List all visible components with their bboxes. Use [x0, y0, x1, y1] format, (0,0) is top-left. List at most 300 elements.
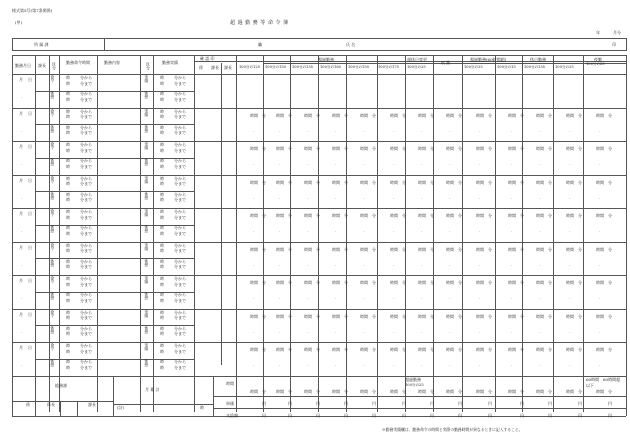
footer-minutes-unit: 分 — [608, 388, 612, 394]
rule — [104, 38, 105, 50]
minutes-unit: 分 — [344, 313, 348, 319]
dash-label: - — [511, 195, 513, 201]
hours-unit: 時間 — [418, 179, 426, 185]
dash-label: - — [599, 162, 601, 167]
hour-unit: 時 — [66, 364, 70, 370]
footer-minutes-unit: 分 — [488, 388, 492, 394]
hour-unit: 時 — [160, 147, 164, 153]
hours-unit: 時間 — [390, 112, 398, 118]
minutes-unit: 分 — [548, 347, 552, 352]
minutes-unit: 分 — [578, 112, 582, 118]
dash-label: - — [449, 128, 451, 134]
order-label: 命令 — [50, 343, 56, 351]
dash-label: - — [21, 262, 23, 268]
footer-confirm-label: 総務課 — [55, 382, 67, 388]
hour-unit: 時 — [160, 114, 164, 119]
dash-label: - — [363, 296, 365, 301]
hour-unit: 時 — [160, 197, 164, 202]
month-label: 月 — [19, 110, 23, 116]
sub-row-divider — [49, 325, 153, 326]
dash-label: - — [393, 329, 395, 335]
minutes-unit: 分 — [372, 179, 376, 185]
dash-label: - — [335, 128, 337, 134]
minutes-unit: 分 — [316, 146, 320, 151]
rule — [213, 396, 626, 397]
sub-row-divider — [49, 158, 153, 159]
rest2-label: 休憩 — [144, 124, 150, 133]
hour-unit: 時 — [66, 343, 70, 348]
minute-unit: 分まで — [80, 315, 92, 320]
minute-unit: 分まで — [174, 114, 186, 119]
minute-unit: 分から — [174, 75, 186, 80]
order-label: 命令 — [50, 242, 56, 251]
dash-label: - — [479, 195, 481, 201]
hours-unit: 時間 — [304, 280, 312, 285]
col-divider — [583, 55, 584, 412]
hour-unit: 時 — [160, 158, 164, 163]
minutes-unit: 分 — [548, 313, 552, 319]
dash-label: - — [539, 195, 541, 201]
dash-label: - — [363, 128, 365, 134]
order-label: 命令 — [50, 75, 56, 83]
hour-unit: 時 — [66, 142, 70, 147]
hours-unit: 時間 — [276, 112, 284, 118]
footer-minutes-unit: 分 — [402, 388, 406, 394]
col-conf-sub1: 係 — [199, 65, 203, 70]
col-date: 勤務月日 — [15, 63, 31, 68]
col-rest-rate-0: 100分の135 — [524, 65, 545, 69]
rest2-label: 休憩 — [144, 191, 150, 200]
footer-minutes-unit: 分 — [578, 388, 582, 394]
minutes-unit: 分 — [344, 112, 348, 118]
minute-unit: 分から — [80, 91, 92, 96]
footer-yen: 円 — [372, 412, 376, 418]
dash-label: - — [599, 128, 601, 134]
day-label: 日 — [28, 311, 32, 317]
minutes-unit: 分 — [316, 347, 320, 352]
dash-label: - — [307, 162, 309, 167]
hours-unit: 時間 — [508, 213, 516, 218]
minutes-unit: 分 — [458, 280, 462, 285]
footer-hours-unit: 時間 — [508, 388, 516, 394]
dept-label: 所 属 課 — [34, 42, 49, 47]
hour-unit: 時 — [160, 359, 164, 364]
hours-unit: 時間 — [536, 313, 544, 319]
rest-label: 休憩 — [50, 124, 56, 133]
footer-note: ※勤務実績欄は、勤務命令の時間と実際の勤務時間が異なるときに記入すること。 — [382, 426, 523, 432]
minutes-unit: 分 — [458, 146, 462, 151]
dash-label: - — [253, 162, 255, 167]
dash-label: - — [307, 363, 309, 368]
dash-label: - — [539, 329, 541, 335]
minute-unit: 分まで — [80, 114, 92, 119]
minutes-unit: 分 — [344, 146, 348, 151]
dash-label: - — [393, 363, 395, 368]
footer-yen: 円 — [288, 412, 292, 418]
dash-label: - — [21, 296, 23, 301]
minute-unit: 分まで — [174, 331, 186, 336]
rule — [60, 401, 61, 417]
dash-label: - — [539, 229, 541, 234]
rest2-label: 休憩 — [144, 158, 150, 166]
dash-label: - — [393, 128, 395, 134]
minutes-unit: 分 — [488, 347, 492, 352]
hours-unit: 時間 — [476, 347, 484, 352]
ot-rate-1: 100分の150 — [265, 65, 286, 69]
minute-unit: 分から — [174, 242, 186, 248]
hours-unit: 時間 — [418, 213, 426, 218]
minutes-unit: 分 — [578, 280, 582, 285]
dash-label: - — [253, 128, 255, 134]
dash-label: - — [479, 363, 481, 368]
hours-unit: 時間 — [390, 146, 398, 151]
rule — [77, 401, 78, 417]
minutes-unit: 分 — [316, 179, 320, 185]
dash-label: - — [307, 262, 309, 268]
hours-unit: 時間 — [332, 313, 340, 319]
hour-unit: 時 — [160, 142, 164, 147]
minute-unit: 分まで — [80, 181, 92, 186]
hour-unit: 時 — [160, 108, 164, 114]
col-divider — [522, 55, 523, 412]
minutes-unit: 分 — [578, 246, 582, 252]
minute-unit: 分まで — [174, 297, 186, 303]
dash-label: - — [539, 128, 541, 134]
form-title: 超 過 勤 務 等 命 令 簿 — [230, 20, 289, 26]
day-label: 日 — [28, 110, 32, 116]
rest2-label: 休憩 — [144, 91, 150, 99]
day-block-divider — [12, 309, 626, 310]
col-holiday-rate: 100分の25 — [407, 65, 426, 69]
dash-label: - — [21, 195, 23, 201]
hour-unit: 時 — [160, 209, 164, 214]
actual-label: 実績 — [144, 309, 150, 318]
minutes-unit: 分 — [548, 213, 552, 218]
hours-unit: 時間 — [360, 146, 368, 151]
hour-unit: 時 — [160, 225, 164, 230]
footer-row-amount: 支給額 — [226, 412, 238, 418]
minutes-unit: 分 — [488, 313, 492, 319]
dash-label: - — [363, 363, 365, 368]
rest-label: 休憩 — [50, 191, 56, 200]
footer-hours-unit: 時間 — [390, 388, 398, 394]
minute-unit: 分から — [174, 325, 186, 331]
minute-unit: 分まで — [174, 248, 186, 253]
minute-unit: 分まで — [80, 197, 92, 202]
minute-unit: 分まで — [80, 297, 92, 303]
footer-yen: 円 — [608, 400, 612, 406]
dash-label: - — [569, 195, 571, 201]
minutes-unit: 分 — [458, 313, 462, 319]
rule — [213, 408, 626, 409]
dash-label: - — [421, 329, 423, 335]
hour-unit: 時 — [160, 191, 164, 197]
dash-label: - — [569, 329, 571, 335]
hour-unit: 時 — [66, 181, 70, 186]
dash-label: - — [21, 162, 23, 167]
info-left — [12, 38, 13, 50]
hours-unit: 時間 — [276, 146, 284, 151]
dash-label: - — [421, 363, 423, 368]
sub-row-divider — [49, 191, 153, 192]
dash-label: - — [279, 363, 281, 368]
order-label: 命令 — [50, 276, 56, 284]
rest-label: 休憩 — [50, 225, 56, 233]
header-bottom — [12, 74, 626, 75]
col-night: 夜 勤 — [441, 60, 451, 65]
hours-unit: 時間 — [508, 246, 516, 252]
footer-yen: 円 — [458, 400, 462, 406]
minutes-unit: 分 — [402, 313, 406, 319]
hours-unit: 時間 — [360, 246, 368, 252]
dash-label: - — [479, 329, 481, 335]
footer-minutes-unit: 分 — [458, 388, 462, 394]
dash-label: - — [253, 329, 255, 335]
hours-unit: 時間 — [250, 246, 258, 252]
minute-unit: 分から — [80, 209, 92, 214]
minute-unit: 分から — [174, 108, 186, 114]
rest-label: 休憩 — [50, 292, 56, 300]
minutes-unit: 分 — [520, 179, 524, 185]
minute-unit: 分から — [174, 276, 186, 281]
month-label: 月 — [19, 211, 23, 216]
hour-unit: 時 — [160, 130, 164, 135]
hour-unit: 時 — [66, 209, 70, 214]
hour-unit: 時 — [160, 258, 164, 264]
minutes-unit: 分 — [488, 246, 492, 252]
day-block-divider — [12, 175, 626, 176]
month-label: 月 — [19, 144, 23, 149]
minute-unit: 分から — [174, 191, 186, 197]
footer-hours-unit: 時間 — [250, 388, 258, 394]
ot-rate-4: 100分の150 — [348, 65, 369, 69]
minute-unit: 分から — [80, 276, 92, 281]
minutes-unit: 分 — [288, 146, 292, 151]
hour-unit: 時 — [66, 292, 70, 297]
rule — [35, 359, 49, 360]
hour-unit: 時 — [66, 297, 70, 303]
hours-unit: 時間 — [304, 179, 312, 185]
dash-label: - — [569, 296, 571, 301]
hours-unit: 時間 — [418, 146, 426, 151]
minutes-unit: 分 — [608, 246, 612, 252]
dash-label: - — [335, 195, 337, 201]
minutes-unit: 分 — [372, 313, 376, 319]
rule — [221, 63, 222, 365]
hours-unit: 時間 — [332, 246, 340, 252]
footer-hours-unit: 時間 — [304, 388, 312, 394]
col-holiday: 週休日変更 — [407, 57, 427, 62]
sub-row-divider — [49, 359, 153, 360]
day-block-divider — [12, 342, 626, 343]
rest2-label: 休憩 — [144, 292, 150, 300]
order-label: 命令 — [50, 142, 56, 150]
minute-unit: 分まで — [174, 96, 186, 102]
order-label: 命令 — [50, 175, 56, 184]
hours-unit: 時間 — [304, 213, 312, 218]
footer-yen: 円 — [430, 400, 434, 406]
dash-label: - — [307, 296, 309, 301]
hour-unit: 時 — [160, 331, 164, 336]
hours-unit: 時間 — [446, 213, 454, 218]
minute-unit: 分まで — [174, 147, 186, 153]
dash-label: - — [21, 95, 23, 100]
hours-unit: 時間 — [536, 246, 544, 252]
minutes-unit: 分 — [548, 179, 552, 185]
dash-label: - — [599, 229, 601, 234]
minutes-unit: 分 — [520, 246, 524, 252]
minutes-unit: 分 — [430, 246, 434, 252]
hours-unit: 時間 — [508, 146, 516, 151]
minutes-unit: 分 — [344, 246, 348, 252]
minutes-unit: 分 — [430, 313, 434, 319]
minute-unit: 分から — [80, 108, 92, 114]
actual-label: 実績 — [144, 343, 150, 351]
day-block-divider — [12, 242, 626, 243]
rest-label: 休憩 — [50, 158, 56, 166]
col-divider — [433, 55, 434, 412]
dash-label: - — [279, 329, 281, 335]
rest2-label: 休憩 — [144, 359, 150, 367]
minutes-unit: 分 — [372, 213, 376, 218]
hour-unit: 時 — [160, 124, 164, 130]
hour-unit: 時 — [66, 225, 70, 230]
rule — [35, 124, 49, 125]
col-special-rate-0: 100分の25 — [464, 65, 483, 69]
hours-unit: 時間 — [596, 313, 604, 319]
dash-label: - — [393, 195, 395, 201]
month-label: 月 — [19, 77, 23, 82]
hour-unit: 時 — [66, 163, 70, 169]
dash-label: - — [307, 195, 309, 201]
hours-unit: 時間 — [332, 146, 340, 151]
hour-unit: 時 — [160, 281, 164, 287]
footer-sub2: 係長 — [47, 401, 55, 407]
minutes-unit: 分 — [288, 246, 292, 252]
hour-unit: 時 — [66, 108, 70, 114]
hours-unit: 時間 — [446, 146, 454, 151]
footer-hours-unit: 時間 — [332, 388, 340, 394]
hours-unit: 時間 — [418, 112, 426, 118]
rule — [113, 404, 213, 405]
hours-unit: 時間 — [360, 313, 368, 319]
ot-rate-5: 100分の175 — [378, 65, 399, 69]
hour-unit: 時 — [160, 230, 164, 236]
rest2-label: 休憩 — [144, 225, 150, 233]
minute-unit: 分から — [174, 225, 186, 230]
actual-label: 実績 — [144, 142, 150, 150]
footer-yen: 円 — [344, 400, 348, 406]
minutes-unit: 分 — [608, 313, 612, 319]
hours-unit: 時間 — [276, 313, 284, 319]
minutes-unit: 分 — [608, 280, 612, 285]
minutes-unit: 分 — [578, 146, 582, 151]
hour-unit: 時 — [160, 364, 164, 370]
hours-unit: 時間 — [276, 246, 284, 252]
col-divider — [263, 55, 264, 412]
hours-unit: 時間 — [476, 112, 484, 118]
dash-label: - — [569, 162, 571, 167]
hours-unit: 時間 — [476, 313, 484, 319]
dash-label: - — [421, 296, 423, 301]
hours-unit: 時間 — [250, 313, 258, 319]
hours-unit: 時間 — [418, 280, 426, 285]
minutes-unit: 分 — [578, 313, 582, 319]
minutes-unit: 分 — [316, 313, 320, 319]
hours-unit: 時間 — [332, 280, 340, 285]
dash-label: - — [363, 162, 365, 167]
hours-unit: 時間 — [276, 347, 284, 352]
hours-unit: 時間 — [360, 280, 368, 285]
minutes-unit: 分 — [608, 112, 612, 118]
minute-unit: 分まで — [174, 364, 186, 370]
minute-unit: 分まで — [174, 163, 186, 169]
rule — [35, 225, 49, 226]
minutes-unit: 分 — [578, 213, 582, 218]
minutes-unit: 分 — [344, 347, 348, 352]
hours-unit: 時間 — [508, 280, 516, 285]
footer-yen: 円 — [520, 412, 524, 418]
hour-unit: 時 — [66, 175, 70, 181]
month-label: 月 — [19, 345, 23, 350]
name-label: 氏 名 — [346, 42, 356, 47]
footer-over: 60時間超 — [603, 376, 621, 382]
minutes-unit: 分 — [488, 112, 492, 118]
dash-label: - — [511, 363, 513, 368]
minute-unit: 分から — [80, 258, 92, 264]
rest-label: 休憩 — [50, 325, 56, 334]
footer-row-price: 単価 — [226, 400, 234, 406]
minutes-unit: 分 — [402, 246, 406, 252]
hours-unit: 時間 — [566, 179, 574, 185]
day-block-divider — [12, 208, 626, 209]
footer-total-left: (計) — [117, 404, 125, 410]
minute-unit: 分から — [80, 242, 92, 248]
minutes-unit: 分 — [402, 146, 406, 151]
hour-unit: 時 — [66, 331, 70, 336]
dash-label: - — [479, 128, 481, 134]
form-subtitle: (甲) — [15, 20, 23, 25]
dash-label: - — [421, 262, 423, 268]
hours-unit: 時間 — [446, 347, 454, 352]
hour-unit: 時 — [66, 264, 70, 269]
minute-unit: 分から — [174, 209, 186, 214]
dash-label: - — [307, 128, 309, 134]
minutes-unit: 分 — [372, 112, 376, 118]
hour-unit: 時 — [66, 147, 70, 153]
hours-unit: 時間 — [418, 347, 426, 352]
dash-label: - — [569, 363, 571, 368]
minute-unit: 分まで — [80, 214, 92, 220]
dash-label: - — [449, 363, 451, 368]
hour-unit: 時 — [160, 91, 164, 96]
minutes-unit: 分 — [520, 146, 524, 151]
hour-unit: 時 — [66, 281, 70, 287]
col-late: 夜勤 — [594, 57, 602, 62]
hours-unit: 時間 — [508, 112, 516, 118]
hours-unit: 時間 — [390, 213, 398, 218]
col-ot-group: 超過勤務 — [318, 57, 334, 62]
minute-unit: 分から — [174, 142, 186, 147]
minutes-unit: 分 — [488, 146, 492, 151]
hour-unit: 時 — [66, 309, 70, 315]
position-label: 職 — [258, 42, 262, 47]
hours-unit: 時間 — [566, 280, 574, 285]
col-order-time: 勤務命令時間 — [66, 60, 90, 65]
minute-unit: 分まで — [80, 80, 92, 86]
minute-unit: 分まで — [80, 264, 92, 269]
dash-label: - — [253, 229, 255, 234]
